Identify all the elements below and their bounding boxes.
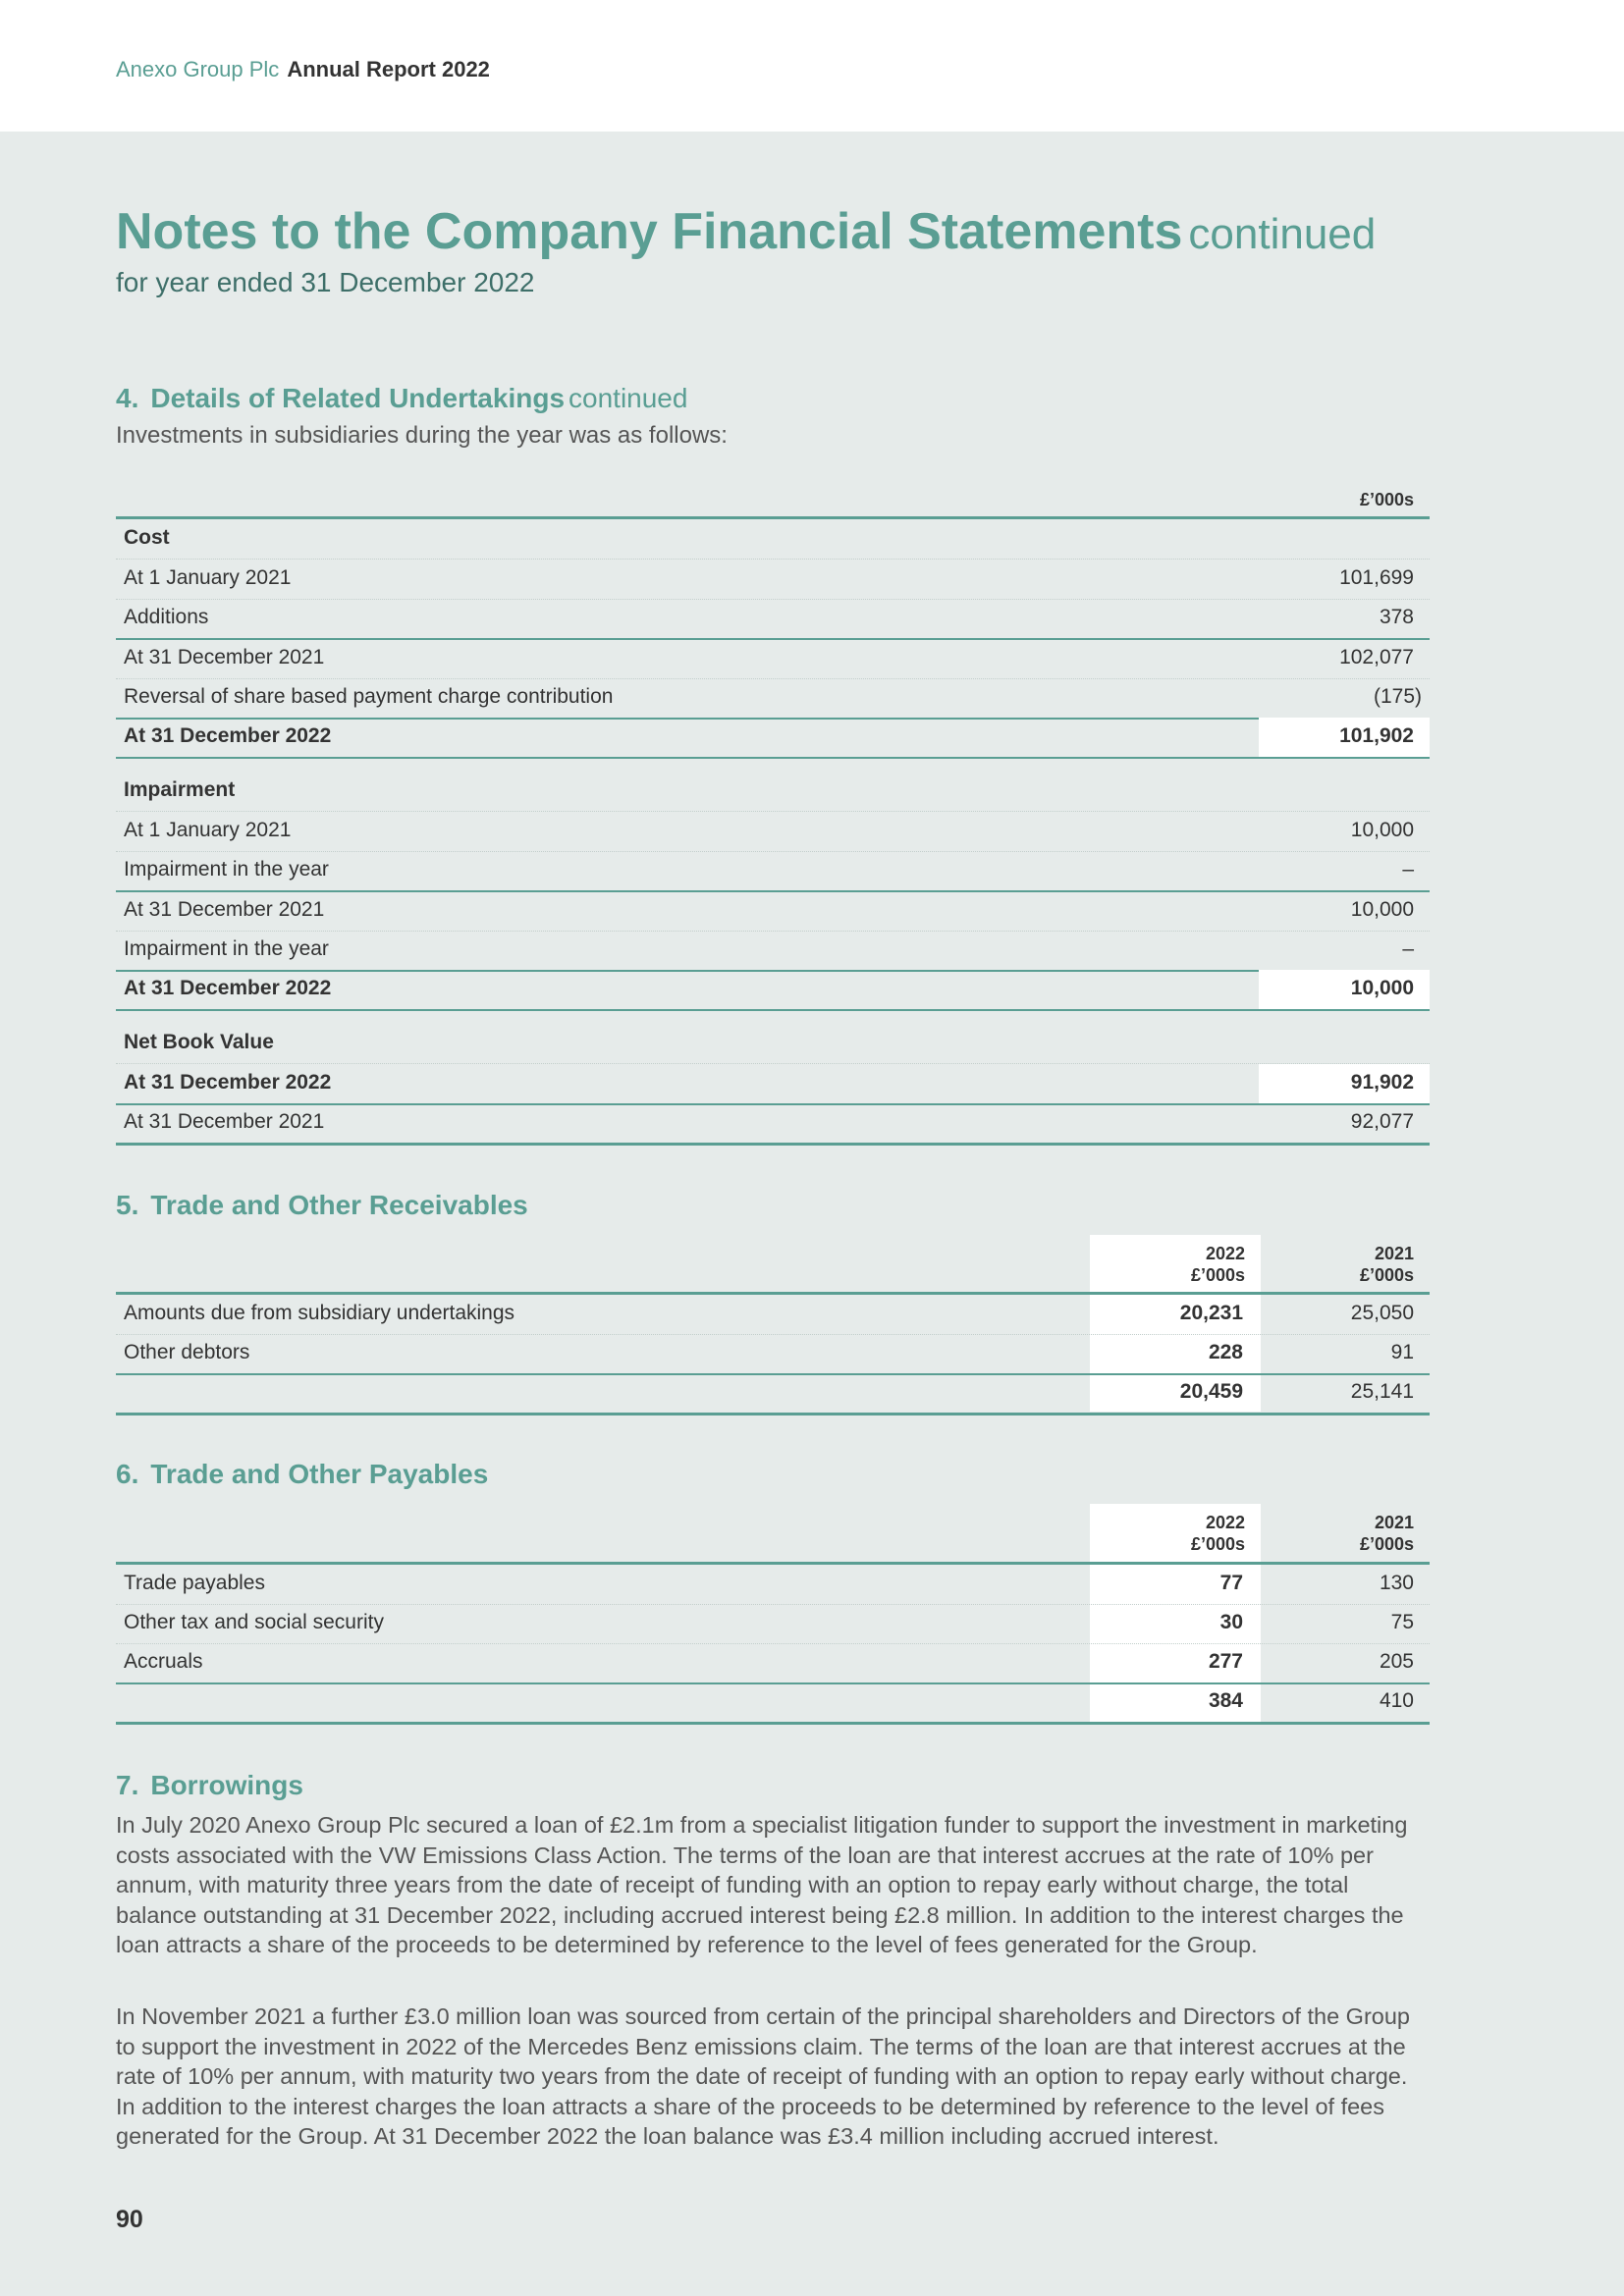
row-label: Cost	[124, 526, 170, 549]
value-2022: 277	[1208, 1650, 1243, 1673]
row-label: At 31 December 2021	[124, 646, 325, 668]
note5-number: 5.	[116, 1190, 139, 1220]
row-label: Other tax and social security	[124, 1611, 384, 1633]
row-label: At 31 December 2022	[124, 1071, 332, 1094]
value-2022: 77	[1219, 1572, 1243, 1594]
value-2021: 25,141	[1350, 1380, 1414, 1403]
row-value: 378	[1379, 606, 1414, 628]
table-row	[116, 931, 1430, 972]
row-label: Net Book Value	[124, 1031, 274, 1053]
table-row-total	[116, 1064, 1430, 1105]
note5-heading	[116, 1190, 528, 1221]
page-number: 90	[116, 2206, 143, 2233]
col-unit: £’000s	[1359, 1534, 1414, 1554]
note4-continued: continued	[568, 383, 688, 413]
page-title-main: Notes to the Company Financial Statements	[116, 203, 1183, 260]
row-label: Additions	[124, 606, 209, 628]
col-year: 2022	[1205, 1244, 1245, 1263]
table-row	[116, 812, 1430, 852]
note6-title: Trade and Other Payables	[150, 1459, 489, 1489]
note4-heading	[116, 383, 687, 414]
row-label: Other debtors	[124, 1341, 250, 1363]
note4-title: Details of Related Undertakings	[150, 383, 566, 413]
note4-intro: Investments in subsidiaries during the year was as follows:	[116, 422, 728, 449]
page-header	[0, 0, 1624, 132]
table-row	[116, 851, 1430, 892]
row-label: Trade payables	[124, 1572, 265, 1594]
col-unit: £’000s	[1359, 1265, 1414, 1285]
value-2022: 20,231	[1179, 1302, 1243, 1324]
row-value: 92,077	[1350, 1110, 1414, 1133]
table-row	[116, 599, 1430, 640]
page-title	[116, 202, 1376, 261]
note6-col-2022	[1090, 1512, 1245, 1555]
row-value: 10,000	[1350, 898, 1414, 921]
table-row-total	[116, 970, 1430, 1011]
value-2021: 130	[1379, 1572, 1414, 1594]
row-label: Impairment	[124, 778, 236, 801]
note5-title: Trade and Other Receivables	[150, 1190, 528, 1220]
row-value: 10,000	[1350, 819, 1414, 841]
note7-title: Borrowings	[150, 1770, 303, 1800]
note5-col-2022	[1090, 1243, 1245, 1286]
note5-col-2021	[1261, 1243, 1414, 1286]
col-unit: £’000s	[1190, 1265, 1245, 1285]
value-2021: 205	[1379, 1650, 1414, 1673]
row-value: 10,000	[1350, 977, 1414, 999]
note4-col-header: £’000s	[1359, 490, 1414, 509]
brand	[116, 57, 490, 82]
table-row	[116, 639, 1430, 679]
report-name: Annual Report 2022	[287, 57, 490, 81]
page-subtitle: for year ended 31 December 2022	[116, 267, 535, 297]
row-label: Impairment in the year	[124, 858, 329, 881]
table-row	[116, 891, 1430, 932]
row-label: At 31 December 2022	[124, 724, 332, 747]
row-label: At 31 December 2022	[124, 977, 332, 999]
row-label: At 31 December 2021	[124, 1110, 325, 1133]
row-label: At 31 December 2021	[124, 898, 325, 921]
table-row	[116, 1604, 1430, 1644]
note6-heading	[116, 1459, 488, 1490]
col-year: 2021	[1374, 1513, 1414, 1532]
value-2021: 91	[1390, 1341, 1414, 1363]
table-row	[116, 1643, 1430, 1684]
value-2021: 410	[1379, 1689, 1414, 1712]
table-row	[116, 1024, 1430, 1064]
row-value: –	[1402, 858, 1414, 881]
table-row	[116, 1334, 1430, 1375]
company-name: Anexo Group Plc	[116, 57, 280, 81]
row-label: Accruals	[124, 1650, 203, 1673]
row-label: Reversal of share based payment charge contribution	[124, 685, 614, 708]
col-unit: £’000s	[1190, 1534, 1245, 1554]
row-label: Amounts due from subsidiary undertakings	[124, 1302, 515, 1324]
col-year: 2022	[1205, 1513, 1245, 1532]
table-row	[116, 1103, 1430, 1146]
table-row	[116, 1295, 1430, 1335]
note7-paragraph-1: In July 2020 Anexo Group Plc secured a loan of £2.1m from a specialist litigation funder to support the investment in marketing costs associated with the VW Emissions Class Action. The terms of the loan are that interest accrues at the rate of 10% per annum, with maturity three years from the date of receipt of funding with an option to repay early without charge, the total balance outstanding at 31 December 2022, including accrued interest being £2.8 million. In addition to the interest charges the loan attracts a share of the proceeds to be determined by reference to the level of fees generated for the Group.	[116, 1812, 1408, 1957]
note7-paragraph-2: In November 2021 a further £3.0 million loan was sourced from certain of the principal shareholders and Directors of the Group to support the investment in 2022 of the Mercedes Benz emissions claim. The terms of the loan are that interest accrues at the rate of 10% per annum, with maturity two years from the date of receipt of funding with an option to repay early without charge. In addition to the interest charges the loan attracts a share of the proceeds to be determined by reference to the level of fees generated for the Group. At 31 December 2022 the loan balance was £3.4 million including accrued interest.	[116, 2003, 1410, 2149]
note7-heading	[116, 1770, 303, 1801]
note4-number: 4.	[116, 383, 139, 413]
row-value: (175)	[1373, 685, 1422, 708]
note7-number: 7.	[116, 1770, 139, 1800]
table-row-total	[116, 1682, 1430, 1725]
note6-col-2021	[1261, 1512, 1414, 1555]
row-value: 102,077	[1339, 646, 1414, 668]
table-row	[116, 1565, 1430, 1605]
row-label: Impairment in the year	[124, 937, 329, 960]
table-row	[116, 560, 1430, 600]
row-value: 91,902	[1350, 1071, 1414, 1094]
value-2022: 30	[1219, 1611, 1243, 1633]
table-row-total	[116, 718, 1430, 759]
row-value: 101,699	[1339, 566, 1414, 589]
value-2022: 384	[1208, 1689, 1243, 1712]
row-value: –	[1402, 937, 1414, 960]
value-2021: 75	[1390, 1611, 1414, 1633]
value-2022: 20,459	[1179, 1380, 1243, 1403]
table-row	[116, 678, 1430, 720]
table-row-total	[116, 1373, 1430, 1415]
row-label: At 1 January 2021	[124, 819, 292, 841]
value-2021: 25,050	[1350, 1302, 1414, 1324]
page-title-continued: continued	[1188, 210, 1377, 258]
table-row	[116, 519, 1430, 560]
row-label: At 1 January 2021	[124, 566, 292, 589]
note6-number: 6.	[116, 1459, 139, 1489]
table-row	[116, 772, 1430, 812]
col-year: 2021	[1374, 1244, 1414, 1263]
value-2022: 228	[1208, 1341, 1243, 1363]
row-value: 101,902	[1339, 724, 1414, 747]
